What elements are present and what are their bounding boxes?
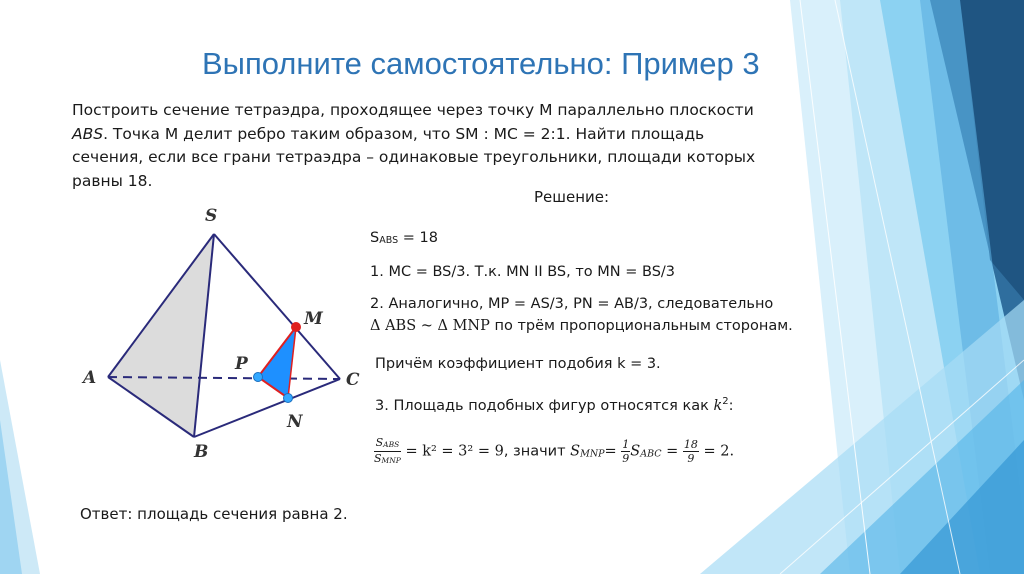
- given-area-sub: ABS: [379, 235, 399, 246]
- point-m: [291, 322, 301, 332]
- point-p: [254, 373, 263, 382]
- given-area: [370, 230, 438, 246]
- given-area-value: = 18: [398, 230, 438, 246]
- section-mnp: [258, 327, 296, 398]
- ratio-numerator: S: [375, 436, 384, 449]
- vertex-label-p: P: [235, 354, 248, 374]
- final-result: = 2.: [698, 443, 735, 460]
- ratio-equals: = k² = 3² = 9: [400, 443, 504, 460]
- lhs-s: S: [570, 443, 581, 460]
- vertex-label-n: N: [287, 412, 303, 432]
- ratio-denominator: S: [374, 452, 382, 465]
- solution-step-1: 1. MC = BS/3. Т.к. MN II BS, то MN = BS/3: [370, 264, 676, 280]
- similarity-coefficient: Причём коэффициент подобия k = 3.: [375, 356, 661, 372]
- result-num: 18: [683, 438, 698, 451]
- result-fraction: [683, 438, 699, 465]
- answer: Ответ: площадь сечения равна 2.: [80, 505, 348, 523]
- s-abc-sub: ABC: [640, 448, 662, 460]
- result-den: 9: [687, 452, 695, 465]
- vertex-label-b: B: [194, 442, 209, 462]
- similarity-reason: по трём пропорциональным сторонам.: [489, 318, 793, 334]
- edge-bc: [194, 379, 340, 437]
- ratio-denominator-sub: MNP: [381, 456, 401, 465]
- problem-text-part2: . Точка M делит ребро таким образом, что SM : MC = 2:1. Найти площадь сечения, если все грани тетраэдра – одинаковые треугольники, площади которых равны 18.: [72, 124, 756, 190]
- vertex-label-m: M: [304, 309, 323, 329]
- vertex-label-c: C: [346, 370, 360, 390]
- solution-step-2-line2: [370, 318, 793, 334]
- s-abc: S: [630, 443, 641, 460]
- solution-heading: Решение:: [534, 188, 610, 206]
- coef-num: 1: [622, 438, 630, 451]
- point-n: [284, 394, 293, 403]
- problem-plane: ABS: [72, 124, 104, 143]
- area-ratio-fraction: [374, 436, 401, 467]
- equals-3: =: [661, 443, 683, 460]
- vertex-label-s: S: [205, 206, 218, 226]
- solution-step-3: [375, 396, 734, 414]
- face-sab: [108, 234, 214, 437]
- coef-den: 9: [622, 452, 630, 465]
- coef-fraction: [621, 438, 630, 465]
- given-area-letter: S: [370, 230, 380, 246]
- step-3-text: 3. Площадь подобных фигур относятся как: [375, 397, 714, 414]
- slide-title: Выполните самостоятельно: Пример 3: [202, 46, 760, 81]
- problem-text-part1: Построить сечение тетраэдра, проходящее через точку M параллельно плоскости: [72, 101, 754, 119]
- step-3-exponent: 2: [722, 396, 729, 407]
- step-3-colon: :: [728, 397, 734, 414]
- vertex-label-a: A: [83, 368, 97, 388]
- area-ratio-formula: [374, 436, 734, 467]
- lhs-equals: =: [604, 443, 622, 460]
- solution-step-2-line1: 2. Аналогично, MP = AS/3, PN = AB/3, следовательно: [370, 296, 774, 312]
- step-3-k: k: [713, 397, 723, 414]
- formula-word: , значит: [503, 443, 571, 460]
- ratio-numerator-sub: ABS: [383, 440, 400, 449]
- lhs-sub: MNP: [580, 448, 605, 460]
- similarity-statement: Δ ABS ~ Δ MNP: [370, 318, 490, 334]
